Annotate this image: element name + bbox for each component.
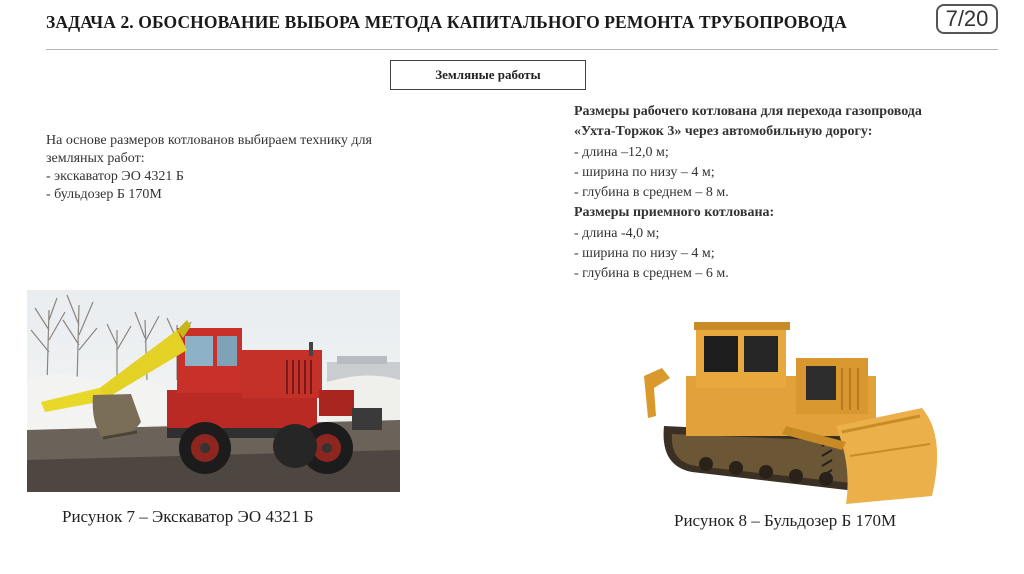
excavator-photo <box>27 290 400 492</box>
page-number-badge: 7/20 <box>936 4 998 34</box>
list-item: - глубина в среднем – 8 м. <box>574 185 729 201</box>
text-line: На основе размеров котлованов выбираем технику для <box>46 133 372 148</box>
figure-8-caption: Рисунок 8 – Бульдозер Б 170М <box>674 511 897 530</box>
text-line: земляных работ: <box>46 151 145 166</box>
pit-dimensions-text <box>574 102 1014 285</box>
working-pit-heading: Размеры рабочего котлована для перехода газопровода <box>574 104 922 119</box>
list-item: - длина –12,0 м; <box>574 144 669 160</box>
bulldozer-photo <box>636 316 950 512</box>
slide-title: ЗАДАЧА 2. ОБОСНОВАНИЕ ВЫБОРА МЕТОДА КАПИТАЛЬНОГО РЕМОНТА ТРУБОПРОВОДА <box>46 12 847 32</box>
list-item: - экскаватор ЭО 4321 Б <box>46 169 184 184</box>
section-label-box: Земляные работы <box>390 60 586 90</box>
list-item: - глубина в среднем – 6 м. <box>574 266 729 282</box>
working-pit-heading-cont: «Ухта-Торжок 3» через автомобильную дорогу: <box>574 124 873 140</box>
title-divider <box>46 49 998 50</box>
list-item: - бульдозер Б 170М <box>46 187 162 202</box>
list-item: - ширина по низу – 4 м; <box>574 246 715 262</box>
figure-7-caption: Рисунок 7 – Экскаватор ЭО 4321 Б <box>62 507 314 526</box>
list-item: - длина -4,0 м; <box>574 225 660 241</box>
receiving-pit-heading: Размеры приемного котлована: <box>574 205 775 221</box>
equipment-selection-text <box>46 132 466 204</box>
list-item: - ширина по низу – 4 м; <box>574 164 715 180</box>
